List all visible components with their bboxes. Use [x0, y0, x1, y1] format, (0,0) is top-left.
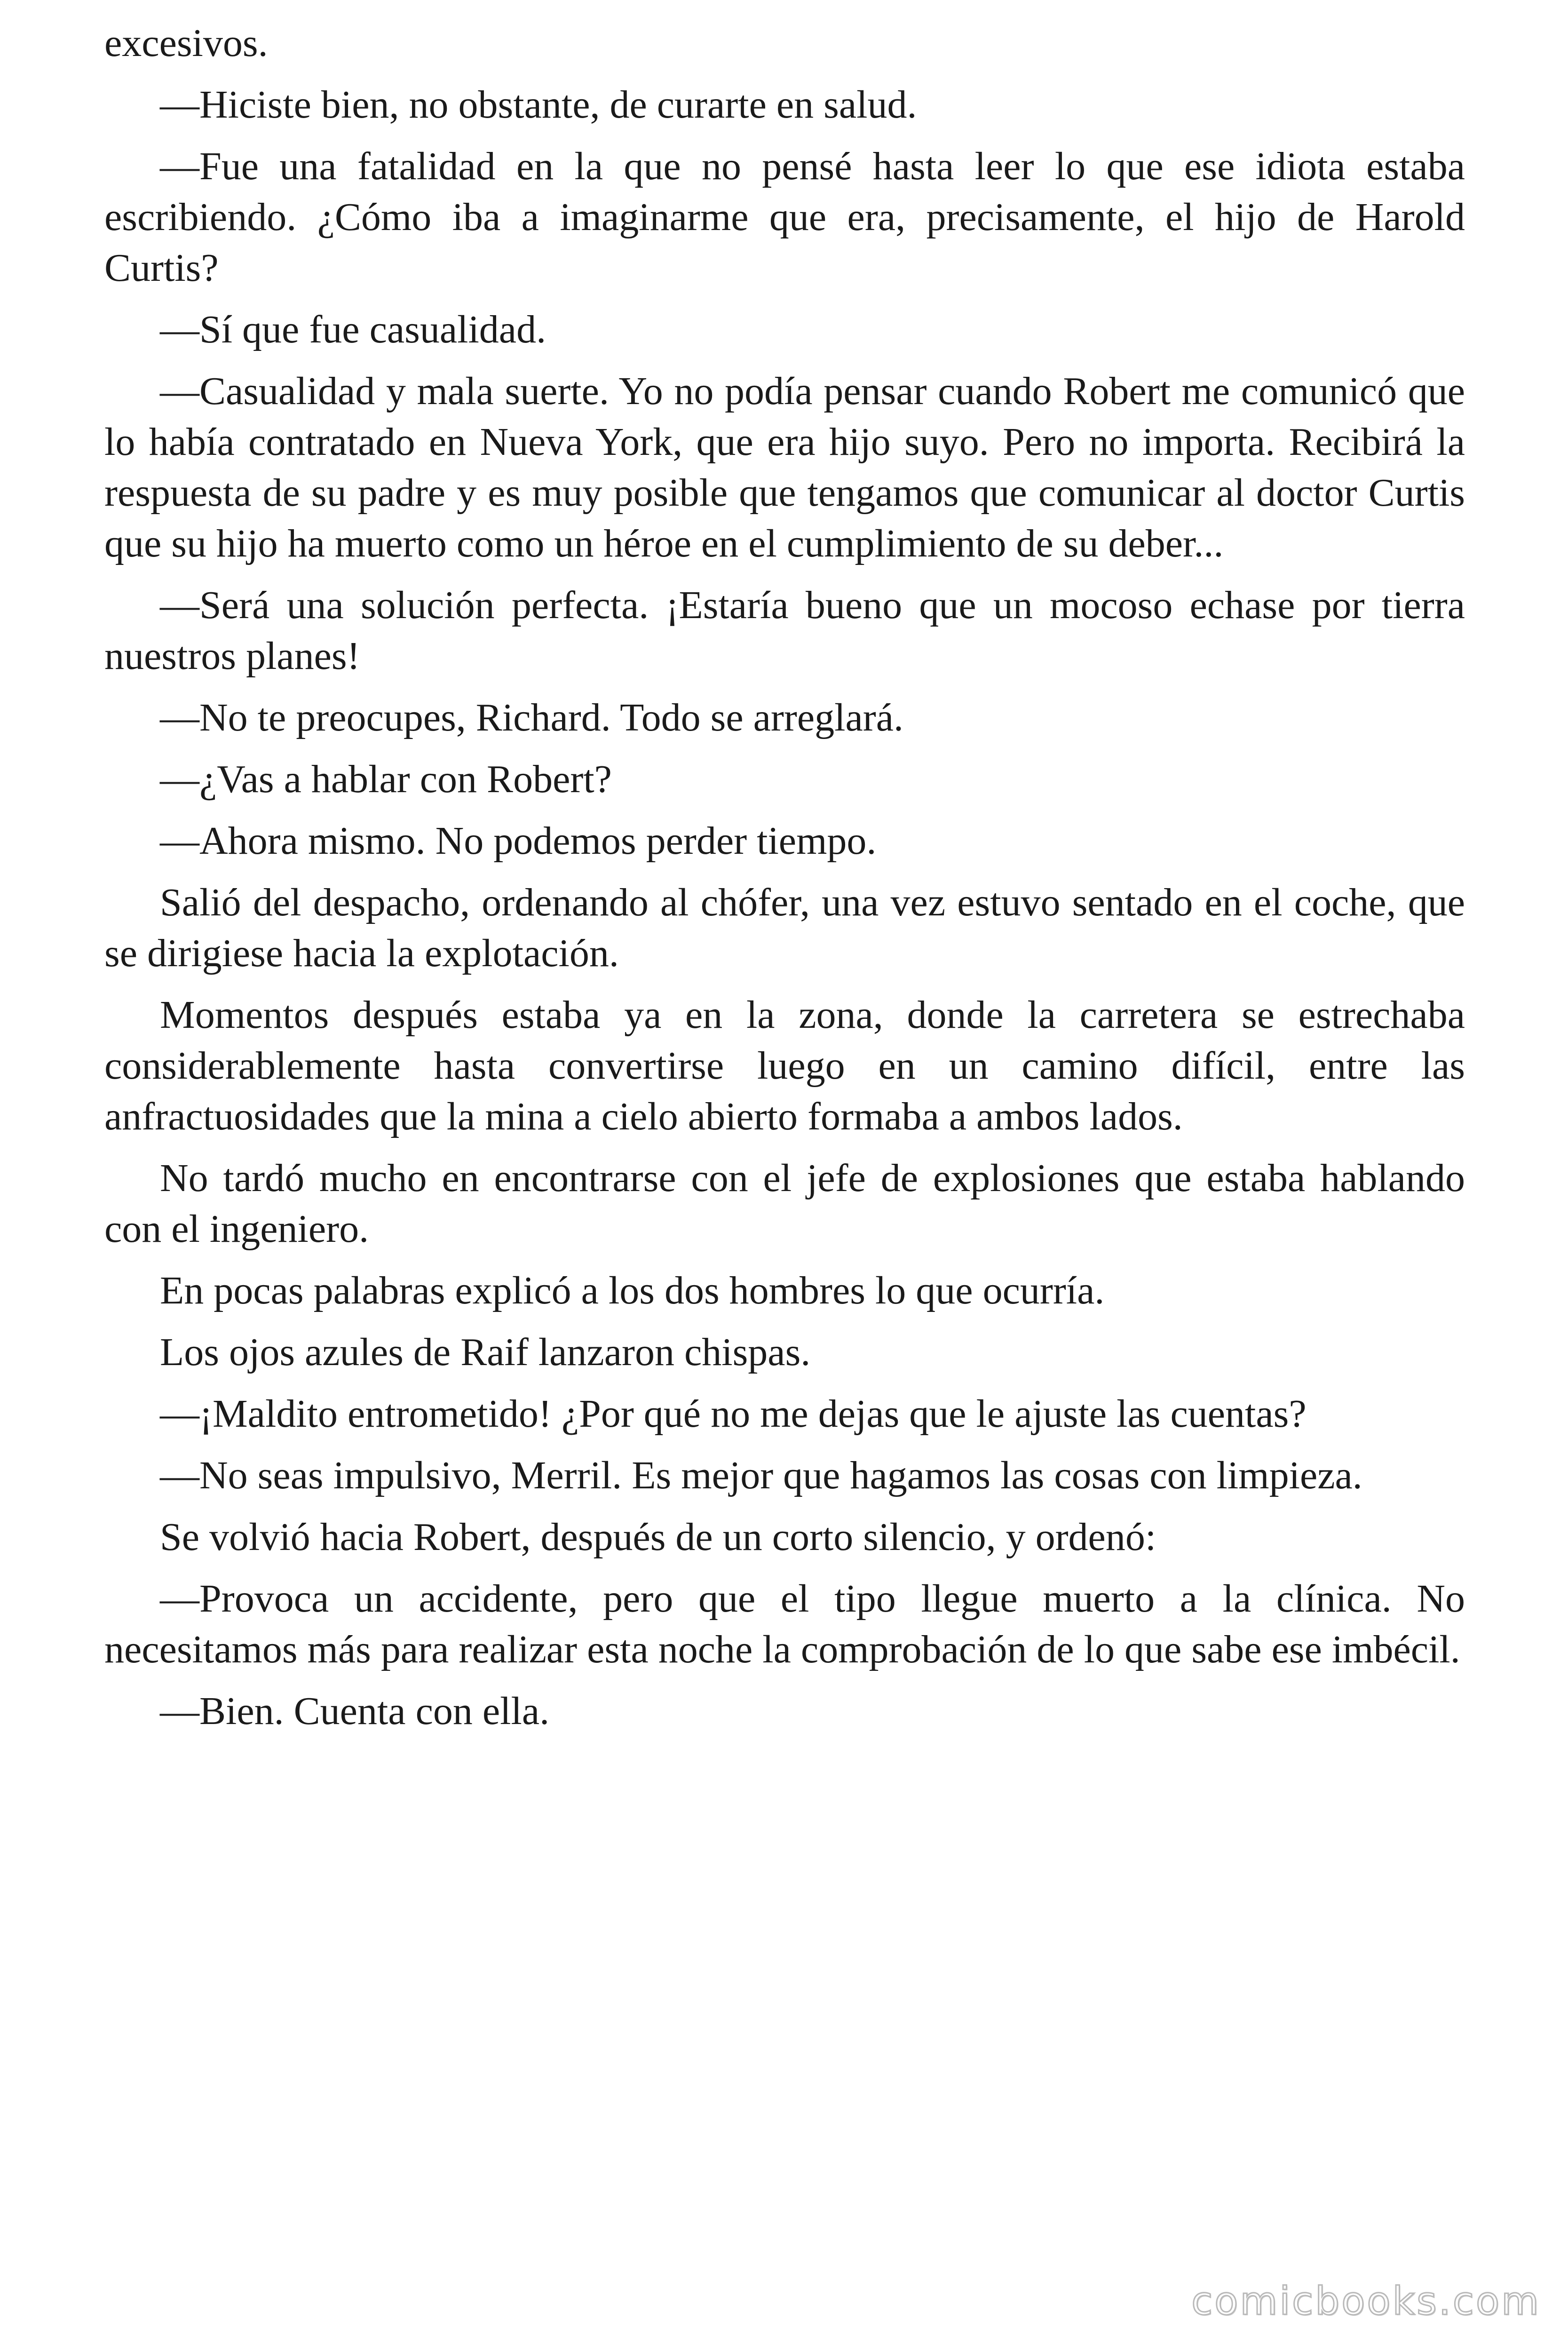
body-text [104, 18, 1465, 1748]
paragraph-12: No tardó mucho en encontrarse con el jefe de explosiones que estaba hablando con el ingeniero. [104, 1156, 1465, 1251]
paragraph-18: —Provoca un accidente, pero que el tipo llegue muerto a la clínica. No necesitamos más para realizar esta noche la comprobación de lo que sabe ese imbécil. [104, 1577, 1465, 1671]
paragraph-10: Salió del despacho, ordenando al chófer, una vez estuvo sentado en el coche, que se dirigiese hacia la explotación. [104, 881, 1465, 975]
paragraph-14: Los ojos azules de Raif lanzaron chispas. [160, 1330, 811, 1374]
paragraph-17: Se volvió hacia Robert, después de un corto silencio, y ordenó: [160, 1515, 1156, 1559]
paragraph-16: —No seas impulsivo, Merril. Es mejor que hagamos las cosas con limpieza. [160, 1454, 1362, 1497]
paragraph-13: En pocas palabras explicó a los dos hombres lo que ocurría. [160, 1269, 1105, 1312]
paragraph-11: Momentos después estaba ya en la zona, donde la carretera se estrechaba considerablemente hasta convertirse luego en un camino difícil, entre las anfractuosidades que la mina a cielo abierto formaba a ambos lados. [104, 993, 1465, 1138]
paragraph-1: excesivos. [104, 21, 268, 65]
paragraph-6: —Será una solución perfecta. ¡Estaría bueno que un mocoso echase por tierra nuestros planes! [104, 583, 1465, 678]
paragraph-3: —Fue una fatalidad en la que no pensé hasta leer lo que ese idiota estaba escribiendo. ¿Cómo iba a imaginarme que era, precisamente, el hijo de Harold Curtis? [104, 144, 1465, 290]
paragraph-2: —Hiciste bien, no obstante, de curarte en salud. [160, 83, 917, 127]
paragraph-15: —¡Maldito entrometido! ¿Por qué no me dejas que le ajuste las cuentas? [160, 1392, 1307, 1436]
paragraph-8: —¿Vas a hablar con Robert? [160, 757, 612, 801]
paragraph-4: —Sí que fue casualidad. [160, 308, 546, 351]
paragraph-9: —Ahora mismo. No podemos perder tiempo. [160, 819, 877, 863]
watermark-text: comicbooks.com [1191, 2279, 1541, 2324]
paragraph-19: —Bien. Cuenta con ella. [160, 1689, 550, 1733]
paragraph-5: —Casualidad y mala suerte. Yo no podía pensar cuando Robert me comunicó que lo había contratado en Nueva York, que era hijo suyo. Pero no importa. Recibirá la respuesta de su padre y es muy posible que tengamos que comunicar al doctor Curtis que su hijo ha muerto como un héroe en el cumplimiento de su deber... [104, 369, 1465, 565]
paragraph-7: —No te preocupes, Richard. Todo se arreglará. [160, 696, 903, 739]
